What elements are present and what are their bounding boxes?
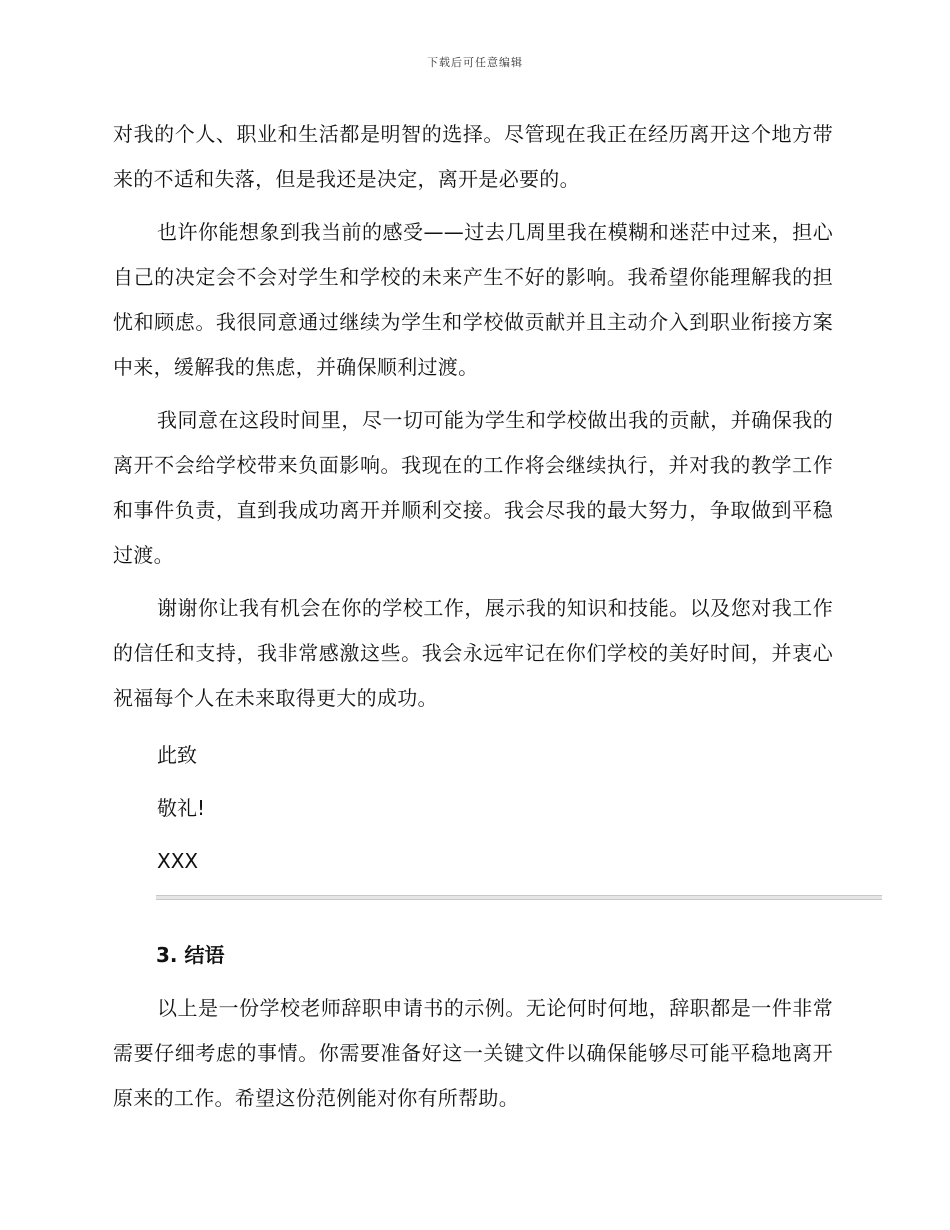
- letter-paragraph-feelings: 也许你能想象到我当前的感受——过去几周里我在模糊和迷茫中过来，担心自己的决定会不会对学生和学校的未来产生不好的影响。我希望你能理解我的担忧和顾虑。我很同意通过继续为学生和学校做贡献并且主动介入到职业衔接方案中来，缓解我的焦虑，并确保顺利过渡。: [113, 220, 833, 379]
- letter-paragraph-transition: 我同意在这段时间里，尽一切可能为学生和学校做出我的贡献，并确保我的离开不会给学校带来负面影响。我现在的工作将会继续执行，并对我的教学工作和事件负责，直到我成功离开并顺利交接。我会尽我的最大努力，争取做到平稳过渡。: [113, 408, 833, 567]
- section-heading: 3. 结语: [156, 943, 225, 967]
- letter-paragraph-continued: 对我的个人、职业和生活都是明智的选择。尽管现在我正在经历离开这个地方带来的不适和失落，但是我还是决定，离开是必要的。: [113, 122, 833, 191]
- letter-paragraph-thanks: 谢谢你让我有机会在你的学校工作，展示我的知识和技能。以及您对我工作的信任和支持，我非常感激这些。我会永远牢记在你们学校的美好时间，并衷心祝福每个人在未来取得更大的成功。: [113, 596, 833, 710]
- letter-closing: 此致: [157, 743, 197, 767]
- letter-body: [113, 112, 833, 888]
- letter-salutation: 敬礼!: [157, 796, 206, 820]
- conclusion-body: [113, 986, 833, 1129]
- page-header-note: 下载后可任意编辑: [427, 56, 523, 69]
- section-divider: [156, 895, 882, 900]
- conclusion-paragraph: 以上是一份学校老师辞职申请书的示例。无论何时何地，辞职都是一件非常需要仔细考虑的事情。你需要准备好这一关键文件以确保能够尽可能平稳地离开原来的工作。希望这份范例能对你有所帮助。: [113, 996, 833, 1110]
- letter-signature: XXX: [157, 849, 199, 873]
